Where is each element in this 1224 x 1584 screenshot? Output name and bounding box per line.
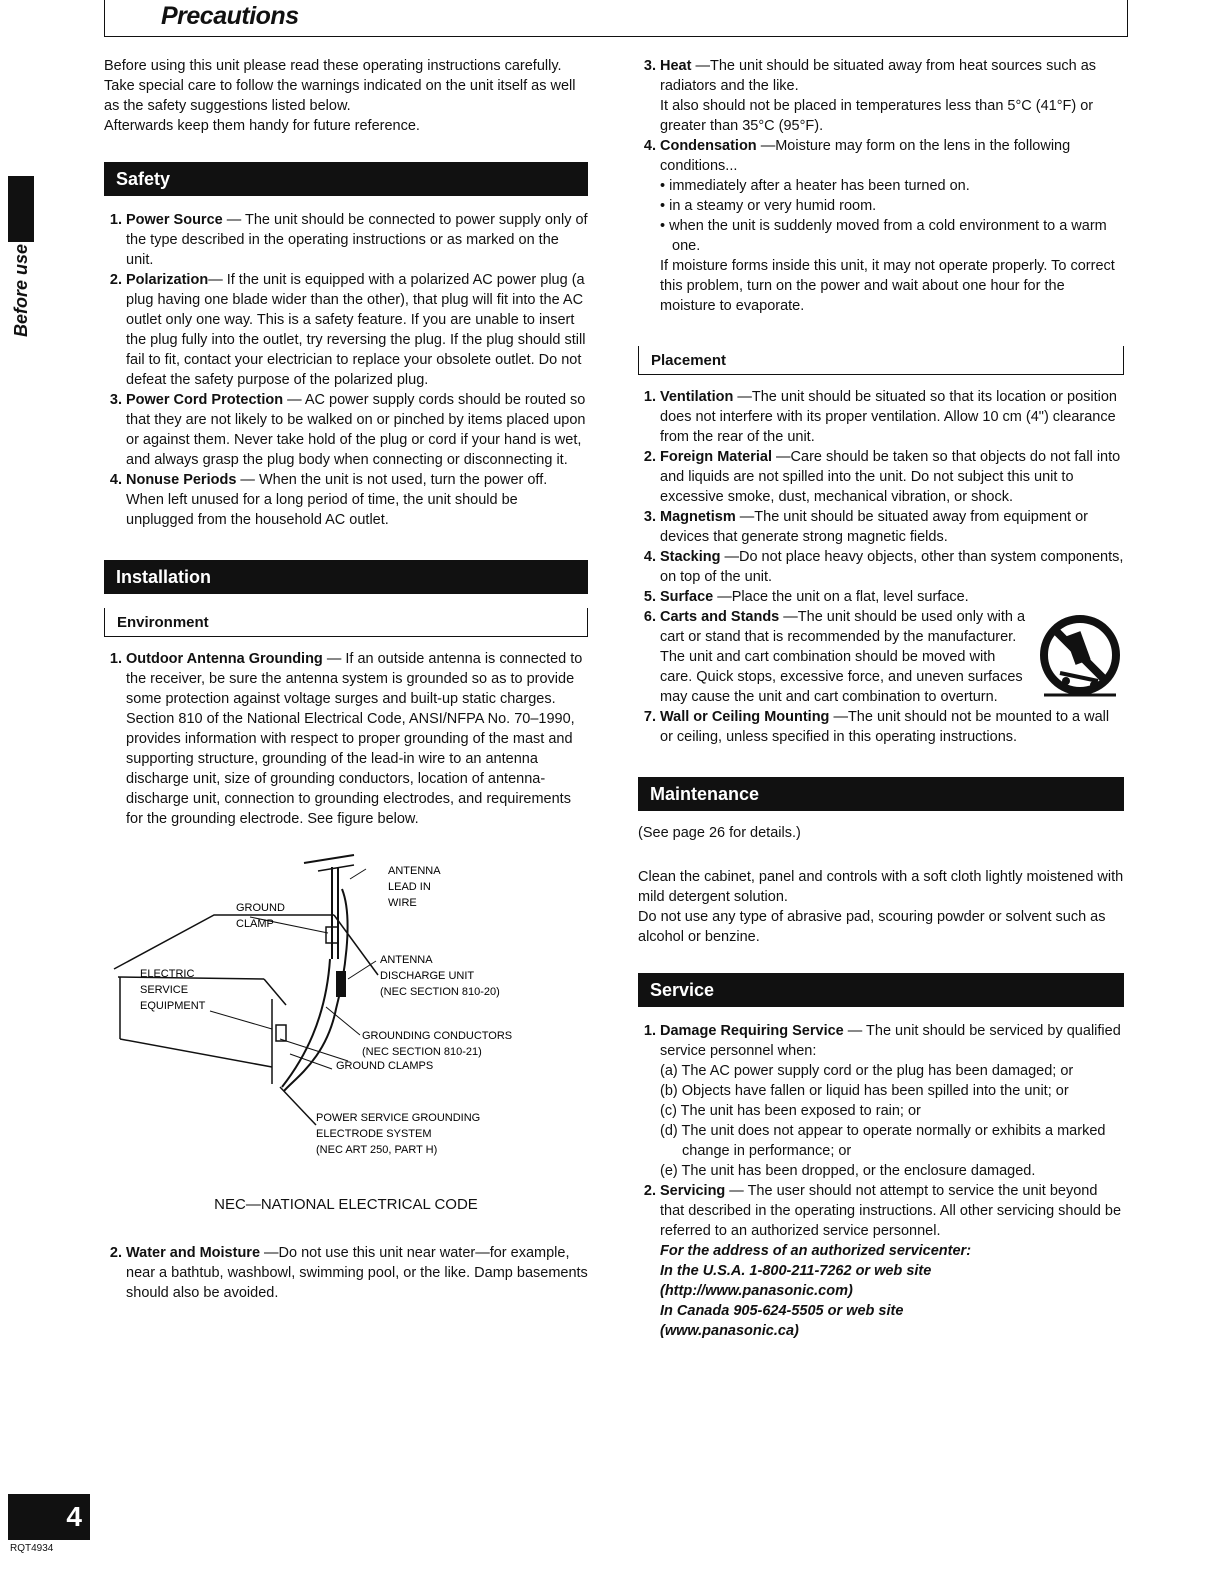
list-item bbox=[126, 470, 588, 530]
maintenance-paragraph: Clean the cabinet, panel and controls with a soft cloth lightly moistened with mild detergent solution. bbox=[638, 869, 1124, 905]
antenna-grounding-diagram bbox=[104, 829, 584, 1189]
item-text: The unit should be used only with a cart or stand that is recommended by the manufacturer. The unit and cart combination should be moved with care. Quick stops, excessive force, and uneven surfaces may cause the unit and cart combination to overturn. bbox=[660, 609, 1026, 705]
item-text: The unit should be situated away from heat sources such as radiators and the like. bbox=[660, 58, 1097, 94]
item-title: Outdoor Antenna Grounding bbox=[126, 651, 323, 667]
service-contact-line: In Canada 905-624-5505 or web site bbox=[660, 1303, 904, 1319]
item-text: When the unit is not used, turn the power off. When left unused for a long period of time, the unit should be unplugged from the household AC outlet. bbox=[126, 472, 548, 528]
label-discharge-2: DISCHARGE UNIT bbox=[380, 970, 475, 982]
pointer bbox=[326, 1007, 360, 1035]
list-item bbox=[660, 507, 1124, 547]
item-sep: — bbox=[756, 138, 776, 154]
item-title: Damage Requiring Service bbox=[660, 1023, 844, 1039]
item-title: Wall or Ceiling Mounting bbox=[660, 709, 830, 725]
item-sep: — bbox=[236, 472, 259, 488]
installation-list bbox=[104, 649, 588, 829]
label-antenna-lead-3: WIRE bbox=[388, 897, 417, 909]
item-text: AC power supply cords should be routed so that they are not likely to be walked on or pinched by items placed upon or against them. Never take hold of the plug or cord if your hand is wet, and always grasp the plug body when connecting or disconnecting it. bbox=[126, 392, 586, 468]
item-title: Power Source bbox=[126, 212, 223, 228]
safety-heading: Safety bbox=[104, 162, 588, 196]
title-box bbox=[104, 0, 1128, 37]
safety-list bbox=[104, 210, 588, 530]
maintenance-note: (See page 26 for details.) bbox=[638, 825, 801, 841]
item-text: Moisture may form on the lens in the following conditions... bbox=[660, 138, 1071, 174]
item-sep: — bbox=[779, 609, 798, 625]
item-sep: — bbox=[843, 1023, 867, 1039]
service-subitem: (e) The unit has been dropped, or the enclosure damaged. bbox=[660, 1163, 1036, 1179]
item-text: The unit should be connected to power supply only of the type described in the operating instructions or as marked on the unit. bbox=[126, 212, 588, 268]
list-item bbox=[660, 707, 1124, 747]
item-text: The unit should not be mounted to a wall or ceiling, unless specified in this operating instructions. bbox=[660, 709, 1110, 745]
service-subitem: (b) Objects have fallen or liquid has been spilled into the unit; or bbox=[660, 1083, 1069, 1099]
label-ground-clamps: GROUND CLAMPS bbox=[336, 1060, 434, 1072]
house-roof bbox=[114, 915, 334, 969]
document-code: RQT4934 bbox=[10, 1543, 54, 1554]
item-text: The user should not attempt to service the unit beyond that described in the operating instructions. All other servicing should be referred to an authorized service personnel. bbox=[660, 1183, 1122, 1239]
item-text: Do not use this unit near water—for example, near a bathtub, washbowl, swimming pool, or the like. Damp basements should also be avoided. bbox=[126, 1245, 588, 1301]
pointer bbox=[348, 961, 376, 979]
bullet-item: • immediately after a heater has been turned on. bbox=[660, 178, 970, 194]
list-item bbox=[126, 649, 588, 829]
antenna-top bbox=[304, 855, 354, 863]
item-sep: — bbox=[322, 651, 346, 667]
bullet-item: • in a steamy or very humid room. bbox=[660, 198, 877, 214]
item-text: The unit should be situated away from equipment or devices that generate strong magnetic fields. bbox=[660, 509, 1088, 545]
grounding-rod bbox=[280, 1087, 316, 1125]
label-electric: ELECTRIC bbox=[140, 968, 195, 980]
service-contact-line: For the address of an authorized servicenter: bbox=[660, 1243, 972, 1259]
service-heading: Service bbox=[638, 973, 1124, 1007]
installation-heading: Installation bbox=[104, 560, 588, 594]
item-text: Care should be taken so that objects do not fall into and liquids are not spilled into the unit. Do not subject this unit to excessive smoke, dust, mechanical vibration, or shock. bbox=[660, 449, 1121, 505]
item-title: Ventilation bbox=[660, 389, 734, 405]
intro-paragraph: Before using this unit please read these operating instructions carefully. Take special care to follow the warnings indicated on the unit itself as well as the safety suggestions listed below. bbox=[104, 58, 576, 114]
label-power-service: POWER SERVICE GROUNDING bbox=[316, 1112, 481, 1124]
roof-edge-2 bbox=[264, 979, 286, 1005]
item-text: If an outside antenna is connected to the receiver, be sure the antenna system is grounded so as to provide some protection against voltage surges and built-up static charges. Section 810 of the National Electrical Code, ANSI/NFPA No. 70–1990, provides information with respect to proper grounding of the mast and supporting structure, grounding of the lead-in wire to an antenna discharge unit, size of grounding conductors, location of antenna-discharge unit, connection to grounding electrodes, and requirements for the grounding electrode. See figure below. bbox=[126, 651, 583, 827]
side-tab-text: Before use bbox=[11, 243, 32, 337]
item-title: Stacking bbox=[660, 549, 721, 565]
item-title: Water and Moisture bbox=[126, 1245, 261, 1261]
cart-tipover-warning-icon bbox=[1036, 611, 1124, 699]
service-contact-line: (http://www.panasonic.com) bbox=[660, 1283, 853, 1299]
right-column bbox=[638, 56, 1124, 1341]
item-text: Place the unit on a flat, level surface. bbox=[731, 589, 969, 605]
side-tab-label bbox=[2, 240, 42, 340]
item-text: Do not place heavy objects, other than system components, on top of the unit. bbox=[660, 549, 1124, 585]
item-sep: — bbox=[733, 389, 752, 405]
label-grounding-conductors: GROUNDING CONDUCTORS bbox=[362, 1030, 513, 1042]
item-sep: — bbox=[720, 549, 739, 565]
item-sep: — bbox=[713, 589, 732, 605]
pointer bbox=[210, 1011, 272, 1029]
item-title: Nonuse Periods bbox=[126, 472, 237, 488]
page-title: Precautions bbox=[161, 2, 299, 30]
environment-subheading: Environment bbox=[104, 608, 588, 637]
service-subitem: (a) The AC power supply cord or the plug has been damaged; or bbox=[660, 1063, 1074, 1079]
service-subitem: (c) The unit has been exposed to rain; or bbox=[660, 1103, 921, 1119]
item-sep: — bbox=[772, 449, 791, 465]
intro-paragraph: Afterwards keep them handy for future reference. bbox=[104, 118, 420, 134]
item-sep: — bbox=[735, 509, 755, 525]
item-title: Carts and Stands bbox=[660, 609, 780, 625]
condensation-bullets bbox=[660, 176, 1124, 256]
item-title: Foreign Material bbox=[660, 449, 772, 465]
list-item bbox=[660, 136, 1124, 316]
service-contact-line: (www.panasonic.ca) bbox=[660, 1323, 799, 1339]
list-item bbox=[660, 447, 1124, 507]
list-item bbox=[660, 1181, 1124, 1341]
item-sep: — bbox=[691, 58, 710, 74]
item-sep: — bbox=[725, 1183, 748, 1199]
label-power-service-3: (NEC ART 250, PART H) bbox=[316, 1144, 438, 1156]
list-item bbox=[660, 56, 1124, 136]
item-sep: — bbox=[222, 212, 245, 228]
item-title: Condensation bbox=[660, 138, 757, 154]
label-electric-2: SERVICE bbox=[140, 984, 189, 996]
side-tab-marker bbox=[8, 176, 34, 242]
antenna-top-2 bbox=[318, 865, 354, 871]
list-item bbox=[660, 387, 1124, 447]
bullet-item: • when the unit is suddenly moved from a cold environment to a warm one. bbox=[660, 218, 1107, 254]
maintenance-paragraph: Do not use any type of abrasive pad, scouring powder or solvent such as alcohol or benzine. bbox=[638, 909, 1106, 945]
item-sep: — bbox=[208, 272, 227, 288]
item-sep: — bbox=[260, 1245, 279, 1261]
item-title: Servicing bbox=[660, 1183, 726, 1199]
item-extra: If moisture forms inside this unit, it may not operate properly. To correct this problem, turn on the power and wait about one hour for the moisture to evaporate. bbox=[660, 258, 1115, 314]
list-item bbox=[660, 1021, 1124, 1181]
service-subitem: (d) The unit does not appear to operate normally or exhibits a marked change in performance; or bbox=[660, 1123, 1106, 1159]
list-item bbox=[126, 270, 588, 390]
label-ground-clamp: GROUND bbox=[236, 902, 285, 914]
maintenance-heading: Maintenance bbox=[638, 777, 1124, 811]
item-title: Heat bbox=[660, 58, 692, 74]
item-extra: It also should not be placed in temperatures less than 5°C (41°F) or greater than 35°C (95°F). bbox=[660, 98, 1094, 134]
placement-subheading: Placement bbox=[638, 346, 1124, 375]
list-item bbox=[126, 390, 588, 470]
left-column bbox=[104, 56, 588, 1303]
label-ground-clamp-2: CLAMP bbox=[236, 918, 274, 930]
item-text: If the unit is equipped with a polarized AC power plug (a plug having one blade wider than the other), that plug will fit into the AC outlet only one way. This is a safety feature. If you are unable to insert the plug fully into the outlet, try reversing the plug. If the plug should still fail to fit, contact your electrician to replace your obsolete outlet. Do not defeat the safety purpose of the polarized plug. bbox=[126, 272, 586, 388]
list-item bbox=[660, 587, 1124, 607]
service-list bbox=[638, 1021, 1124, 1341]
discharge-unit bbox=[336, 971, 346, 997]
label-power-service-2: ELECTRODE SYSTEM bbox=[316, 1128, 432, 1140]
pointer bbox=[350, 869, 366, 879]
installation-list-right bbox=[638, 56, 1124, 316]
list-item bbox=[126, 210, 588, 270]
item-sep: — bbox=[283, 392, 305, 408]
item-title: Magnetism bbox=[660, 509, 736, 525]
item-title: Power Cord Protection bbox=[126, 392, 284, 408]
label-discharge: ANTENNA bbox=[380, 954, 433, 966]
page-number: 4 bbox=[8, 1494, 90, 1540]
grounding-diagram-svg bbox=[104, 829, 584, 1189]
item-title: Polarization bbox=[126, 272, 209, 288]
label-electric-3: EQUIPMENT bbox=[140, 1000, 206, 1012]
installation-list-cont bbox=[104, 1243, 588, 1303]
diagram-caption: NEC—NATIONAL ELECTRICAL CODE bbox=[214, 1196, 478, 1213]
placement-list bbox=[638, 387, 1124, 747]
label-grounding-conductors-2: (NEC SECTION 810-21) bbox=[362, 1046, 482, 1058]
list-item bbox=[660, 607, 1124, 707]
item-sep: — bbox=[829, 709, 848, 725]
roof-edge bbox=[334, 915, 378, 975]
label-discharge-3: (NEC SECTION 810-20) bbox=[380, 986, 500, 998]
item-text: The unit should be serviced by qualified service personnel when: bbox=[660, 1023, 1121, 1059]
electric-service-box bbox=[276, 1025, 286, 1041]
label-antenna-lead: ANTENNA bbox=[388, 865, 441, 877]
house-floor bbox=[120, 1039, 272, 1067]
list-item bbox=[660, 547, 1124, 587]
item-title: Surface bbox=[660, 589, 714, 605]
list-item bbox=[126, 1243, 588, 1303]
item-text: The unit should be situated so that its location or position does not interfere with its proper ventilation. Allow 10 cm (4") clearance from the rear of the unit. bbox=[660, 389, 1118, 445]
label-antenna-lead-2: LEAD IN bbox=[388, 881, 431, 893]
service-contact-line: In the U.S.A. 1-800-211-7262 or web site bbox=[660, 1263, 932, 1279]
